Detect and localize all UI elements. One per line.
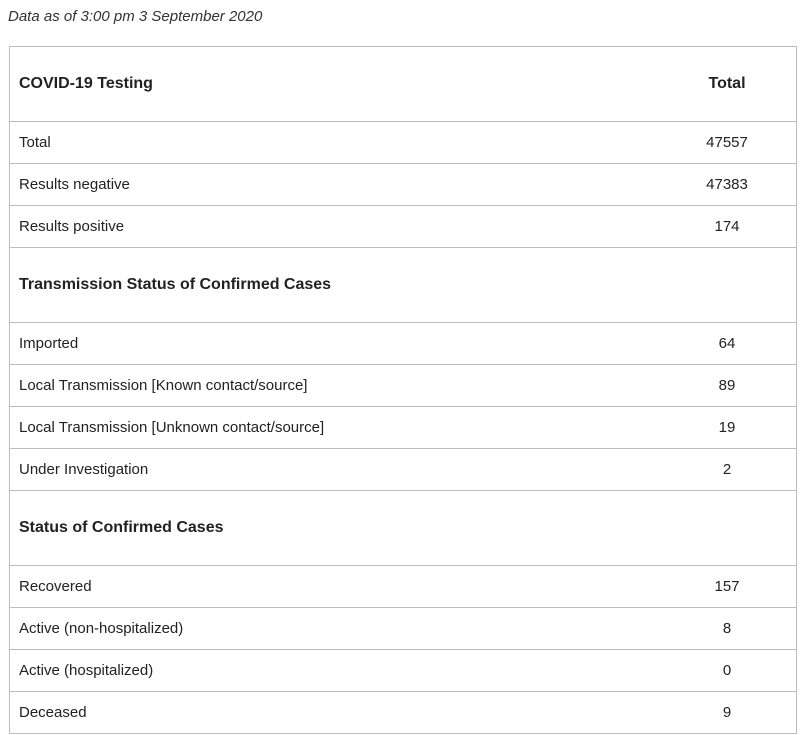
table-row xyxy=(10,449,797,491)
table-row xyxy=(10,650,797,692)
section-title-status: Status of Confirmed Cases xyxy=(10,491,797,566)
section-header-row xyxy=(10,248,797,323)
row-value: 89 xyxy=(658,365,797,407)
row-value: 2 xyxy=(658,449,797,491)
row-value: 174 xyxy=(658,206,797,248)
table-row xyxy=(10,608,797,650)
table-row xyxy=(10,164,797,206)
row-label: Under Investigation xyxy=(10,449,659,491)
table-row xyxy=(10,365,797,407)
row-value: 157 xyxy=(658,566,797,608)
table-row xyxy=(10,692,797,734)
row-label: Active (hospitalized) xyxy=(10,650,659,692)
row-label: Local Transmission [Unknown contact/source] xyxy=(10,407,659,449)
data-timestamp: Data as of 3:00 pm 3 September 2020 xyxy=(8,8,263,25)
row-label: Imported xyxy=(10,323,659,365)
row-value: 8 xyxy=(658,608,797,650)
table-title: COVID-19 Testing xyxy=(10,47,659,122)
row-value: 64 xyxy=(658,323,797,365)
row-label: Results negative xyxy=(10,164,659,206)
table-row xyxy=(10,566,797,608)
row-label: Active (non-hospitalized) xyxy=(10,608,659,650)
section-title-transmission: Transmission Status of Confirmed Cases xyxy=(10,248,797,323)
table-row xyxy=(10,323,797,365)
row-value: 0 xyxy=(658,650,797,692)
row-value: 19 xyxy=(658,407,797,449)
row-label: Recovered xyxy=(10,566,659,608)
table-row xyxy=(10,407,797,449)
row-label: Total xyxy=(10,122,659,164)
table-header-row xyxy=(10,47,797,122)
row-label: Results positive xyxy=(10,206,659,248)
row-value: 47557 xyxy=(658,122,797,164)
table-row xyxy=(10,122,797,164)
table-row xyxy=(10,206,797,248)
covid-testing-table xyxy=(9,46,797,734)
total-column-header: Total xyxy=(658,47,797,122)
section-header-row xyxy=(10,491,797,566)
row-value: 9 xyxy=(658,692,797,734)
row-value: 47383 xyxy=(658,164,797,206)
row-label: Local Transmission [Known contact/source] xyxy=(10,365,659,407)
row-label: Deceased xyxy=(10,692,659,734)
